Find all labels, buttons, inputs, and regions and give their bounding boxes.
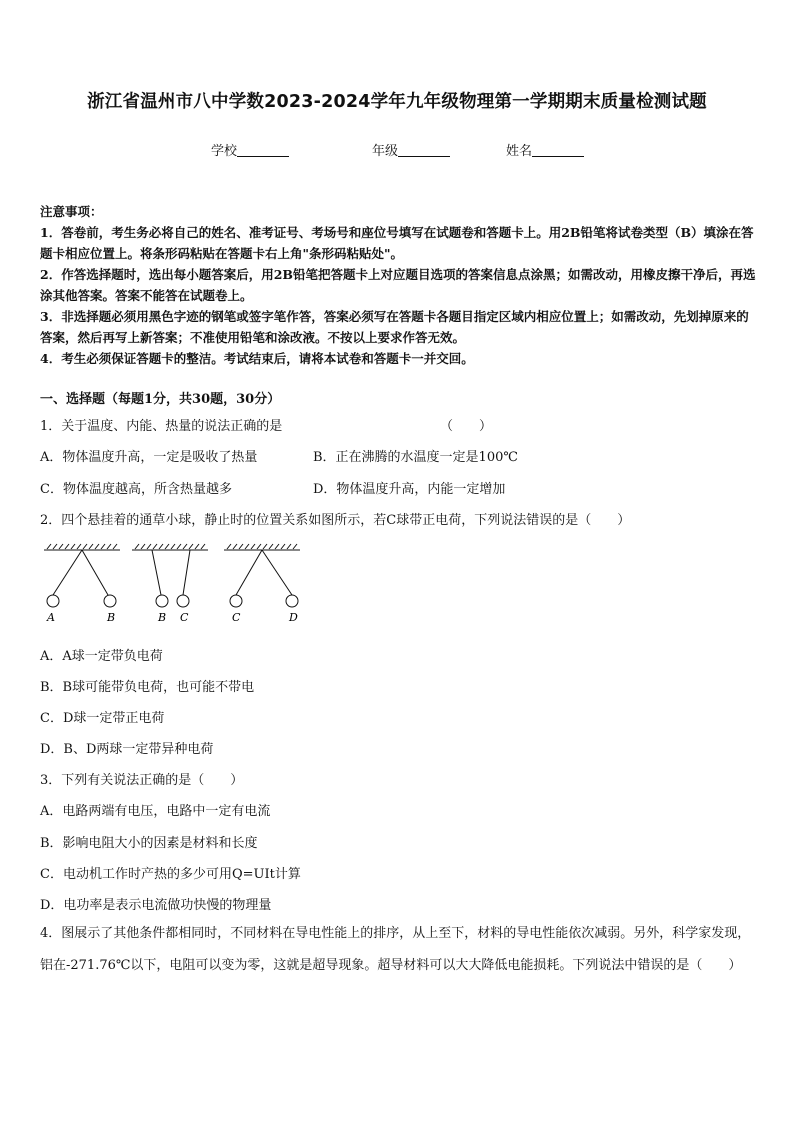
- q2-stem: 2．四个悬挂着的通草小球，静止时的位置关系如图所示，若C球带正电荷，下列说法错误的是（ ）: [40, 513, 631, 528]
- ball-c2: [230, 595, 242, 607]
- q4-stem: 4．图展示了其他条件都相同时，不同材料在导电性能上的排序，从上至下，材料的导电性能依次减弱。另外，科学家发现，铝在-271.76℃以下，电阻可以变为零，这就是超导现象。超导材料可以大大降低电能损耗。下列说法中错误的是（ ）: [40, 926, 751, 973]
- name-blank: [532, 143, 584, 157]
- school-label: 学校: [211, 144, 238, 159]
- ball-b: [104, 595, 116, 607]
- q3-option-b: B．影响电阻大小的因素是材料和长度: [40, 836, 258, 851]
- q1-option-d: D．物体温度升高，内能一定增加: [313, 482, 506, 497]
- name-label: 姓名: [506, 144, 533, 159]
- hanging-balls-figure: [38, 540, 318, 626]
- ball-label-c2: C: [232, 611, 241, 624]
- grade-label: 年级: [372, 144, 399, 159]
- ball-label-c: C: [180, 611, 189, 624]
- q1-stem: 1．关于温度、内能、热量的说法正确的是: [40, 419, 283, 434]
- notice-item: 2．作答选择题时，选出每小题答案后，用2B铅笔把答题卡上对应题目选项的答案信息点涂黑；如需改动，用橡皮擦干净后，再选涂其他答案。答案不能答在试题卷上。: [40, 267, 756, 303]
- ball-c: [177, 595, 189, 607]
- q2-option-d: D．B、D两球一定带异种电荷: [40, 742, 214, 757]
- school-field: [211, 140, 289, 159]
- ball-label-b: B: [107, 611, 116, 624]
- q2-option-b: B．B球可能带负电荷，也可能不带电: [40, 680, 255, 695]
- q3-option-c: C．电动机工作时产热的多少可用Q=UIt计算: [40, 867, 301, 882]
- q3-stem: 3．下列有关说法正确的是（ ）: [40, 773, 244, 788]
- q1-option-b: B．正在沸腾的水温度一定是100℃: [313, 450, 518, 465]
- notice-item: 4．考生必须保证答题卡的整洁。考试结束后，请将本试卷和答题卡一并交回。: [40, 351, 474, 366]
- ceiling-cd: [224, 544, 300, 595]
- q1-option-a: A．物体温度升高，一定是吸收了热量: [40, 450, 258, 465]
- ball-a: [47, 595, 59, 607]
- grade-field: [372, 140, 450, 159]
- notice-block: [40, 201, 760, 369]
- notice-heading: 注意事项：: [40, 204, 103, 219]
- q2-option-a: A．A球一定带负电荷: [40, 649, 163, 664]
- q3-option-d: D．电功率是表示电流做功快慢的物理量: [40, 898, 272, 913]
- ceiling-bc: [132, 544, 208, 595]
- notice-item: 1．答卷前，考生务必将自己的姓名、准考证号、考场号和座位号填写在试题卷和答题卡上。用2B铅笔将试卷类型（B）填涂在答题卡相应位置上。将条形码粘贴在答题卡右上角"条形码粘贴处"。: [40, 225, 754, 261]
- name-field: [506, 140, 584, 159]
- ball-label-a: A: [47, 611, 55, 624]
- exam-title: 浙江省温州市八中学数2023-2024学年九年级物理第一学期期末质量检测试题: [87, 92, 707, 112]
- school-blank: [237, 143, 289, 157]
- notice-item: 3．非选择题必须用黑色字迹的钢笔或签字笔作答，答案必须写在答题卡各题目指定区域内相应位置上；如需改动，先划掉原来的答案，然后再写上新答案；不准使用铅笔和涂改液。不按以上要求作答无效。: [40, 309, 749, 345]
- q3-option-a: A．电路两端有电压，电路中一定有电流: [40, 804, 271, 819]
- ball-label-b2: B: [158, 611, 167, 624]
- ceiling-ab: [44, 544, 120, 595]
- ball-b2: [156, 595, 168, 607]
- ball-d: [286, 595, 298, 607]
- section-heading: 一、选择题（每题1分，共30题，30分）: [40, 392, 281, 407]
- q1-option-c: C．物体温度越高，所含热量越多: [40, 482, 232, 497]
- q1-answer-paren: （ ）: [440, 419, 493, 434]
- grade-blank: [398, 143, 450, 157]
- q2-option-c: C．D球一定带正电荷: [40, 711, 165, 726]
- ball-label-d: D: [289, 611, 298, 624]
